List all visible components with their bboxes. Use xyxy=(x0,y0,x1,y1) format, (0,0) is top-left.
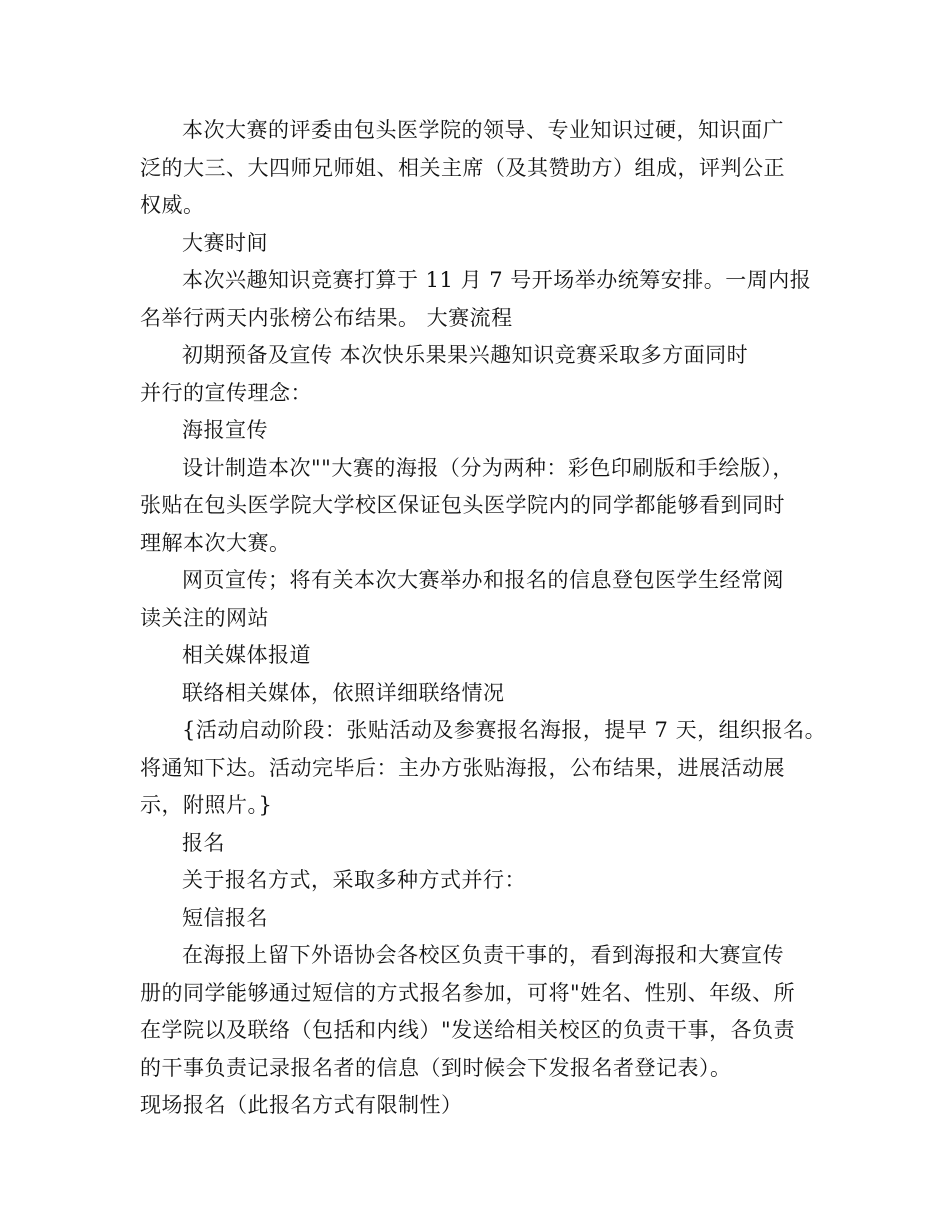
paragraph-sms-heading xyxy=(140,900,820,938)
text-line: 在海报上留下外语协会各校区负责干事的，看到海报和大赛宣传 xyxy=(182,943,784,967)
text-line: 名举行两天内张榜公布结果。 大赛流程 xyxy=(140,305,513,330)
text-line: 网页宣传；将有关本次大赛举办和报名的信息登包医学生经常阅 xyxy=(182,568,784,592)
paragraph-poster-heading xyxy=(140,412,820,450)
paragraph-promo-intro xyxy=(140,337,820,412)
paragraph-media-body xyxy=(140,675,820,713)
text-line: 权威。 xyxy=(140,193,205,217)
paragraph-signup-methods xyxy=(140,862,820,900)
text-line: 在学院以及联络（包括和内线）"发送给相关校区的负责干事，各负责 xyxy=(140,1018,796,1042)
text-line: 张贴在包头医学院大学校区保证包头医学院内的同学都能够看到同时 xyxy=(140,493,785,517)
text-line: 联络相关媒体，依照详细联络情况 xyxy=(182,680,505,705)
text-line: 现场报名（此报名方式有限制性） xyxy=(140,1093,463,1117)
text-line: {活动启动阶段：张贴活动及参赛报名海报，提早 7 天，组织报名。 xyxy=(182,718,827,742)
text-line: 短信报名 xyxy=(182,905,268,930)
text-line: 册的同学能够通过短信的方式报名参加，可将"姓名、性别、年级、所 xyxy=(140,980,796,1005)
text-line: 本次大赛的评委由包头医学院的领导、专业知识过硬，知识面广 xyxy=(182,118,784,142)
paragraph-sms-body xyxy=(140,937,820,1087)
paragraph-poster-body xyxy=(140,450,820,563)
document-body xyxy=(140,112,827,1125)
text-line: 关于报名方式，采取多种方式并行： xyxy=(182,868,526,892)
text-line: 示，附照片。} xyxy=(140,793,273,817)
text-line: 理解本次大赛。 xyxy=(140,530,291,555)
text-line: 初期预备及宣传 本次快乐果果兴趣知识竞赛采取多方面同时 xyxy=(182,343,749,367)
text-line: 大赛时间 xyxy=(182,230,268,255)
paragraph-web-promo xyxy=(140,562,820,637)
text-line: 本次兴趣知识竞赛打算于 11 月 7 号开场举办统筹安排。一周内报 xyxy=(182,268,812,292)
paragraph-time-body xyxy=(140,262,820,337)
paragraph-onsite-heading xyxy=(140,1087,820,1125)
paragraph-signup-heading xyxy=(140,825,820,863)
paragraph-judges xyxy=(140,112,820,225)
text-line: 泛的大三、大四师兄师姐、相关主席（及其赞助方）组成，评判公正 xyxy=(140,155,785,180)
text-line: 将通知下达。活动完毕后：主办方张贴海报，公布结果，进展活动展 xyxy=(140,755,785,780)
paragraph-media-heading xyxy=(140,637,820,675)
text-line: 报名 xyxy=(182,830,225,855)
text-line: 的干事负责记录报名者的信息（到时候会下发报名者登记表）。 xyxy=(140,1055,732,1080)
text-line: 相关媒体报道 xyxy=(182,643,311,667)
paragraph-time-heading xyxy=(140,225,820,263)
text-line: 海报宣传 xyxy=(182,418,268,442)
paragraph-activity-stages xyxy=(140,712,827,825)
text-line: 并行的宣传理念： xyxy=(140,380,312,405)
text-line: 读关注的网站 xyxy=(140,605,269,630)
text-line: 设计制造本次""大赛的海报（分为两种：彩色印刷版和手绘版）， xyxy=(182,455,794,480)
